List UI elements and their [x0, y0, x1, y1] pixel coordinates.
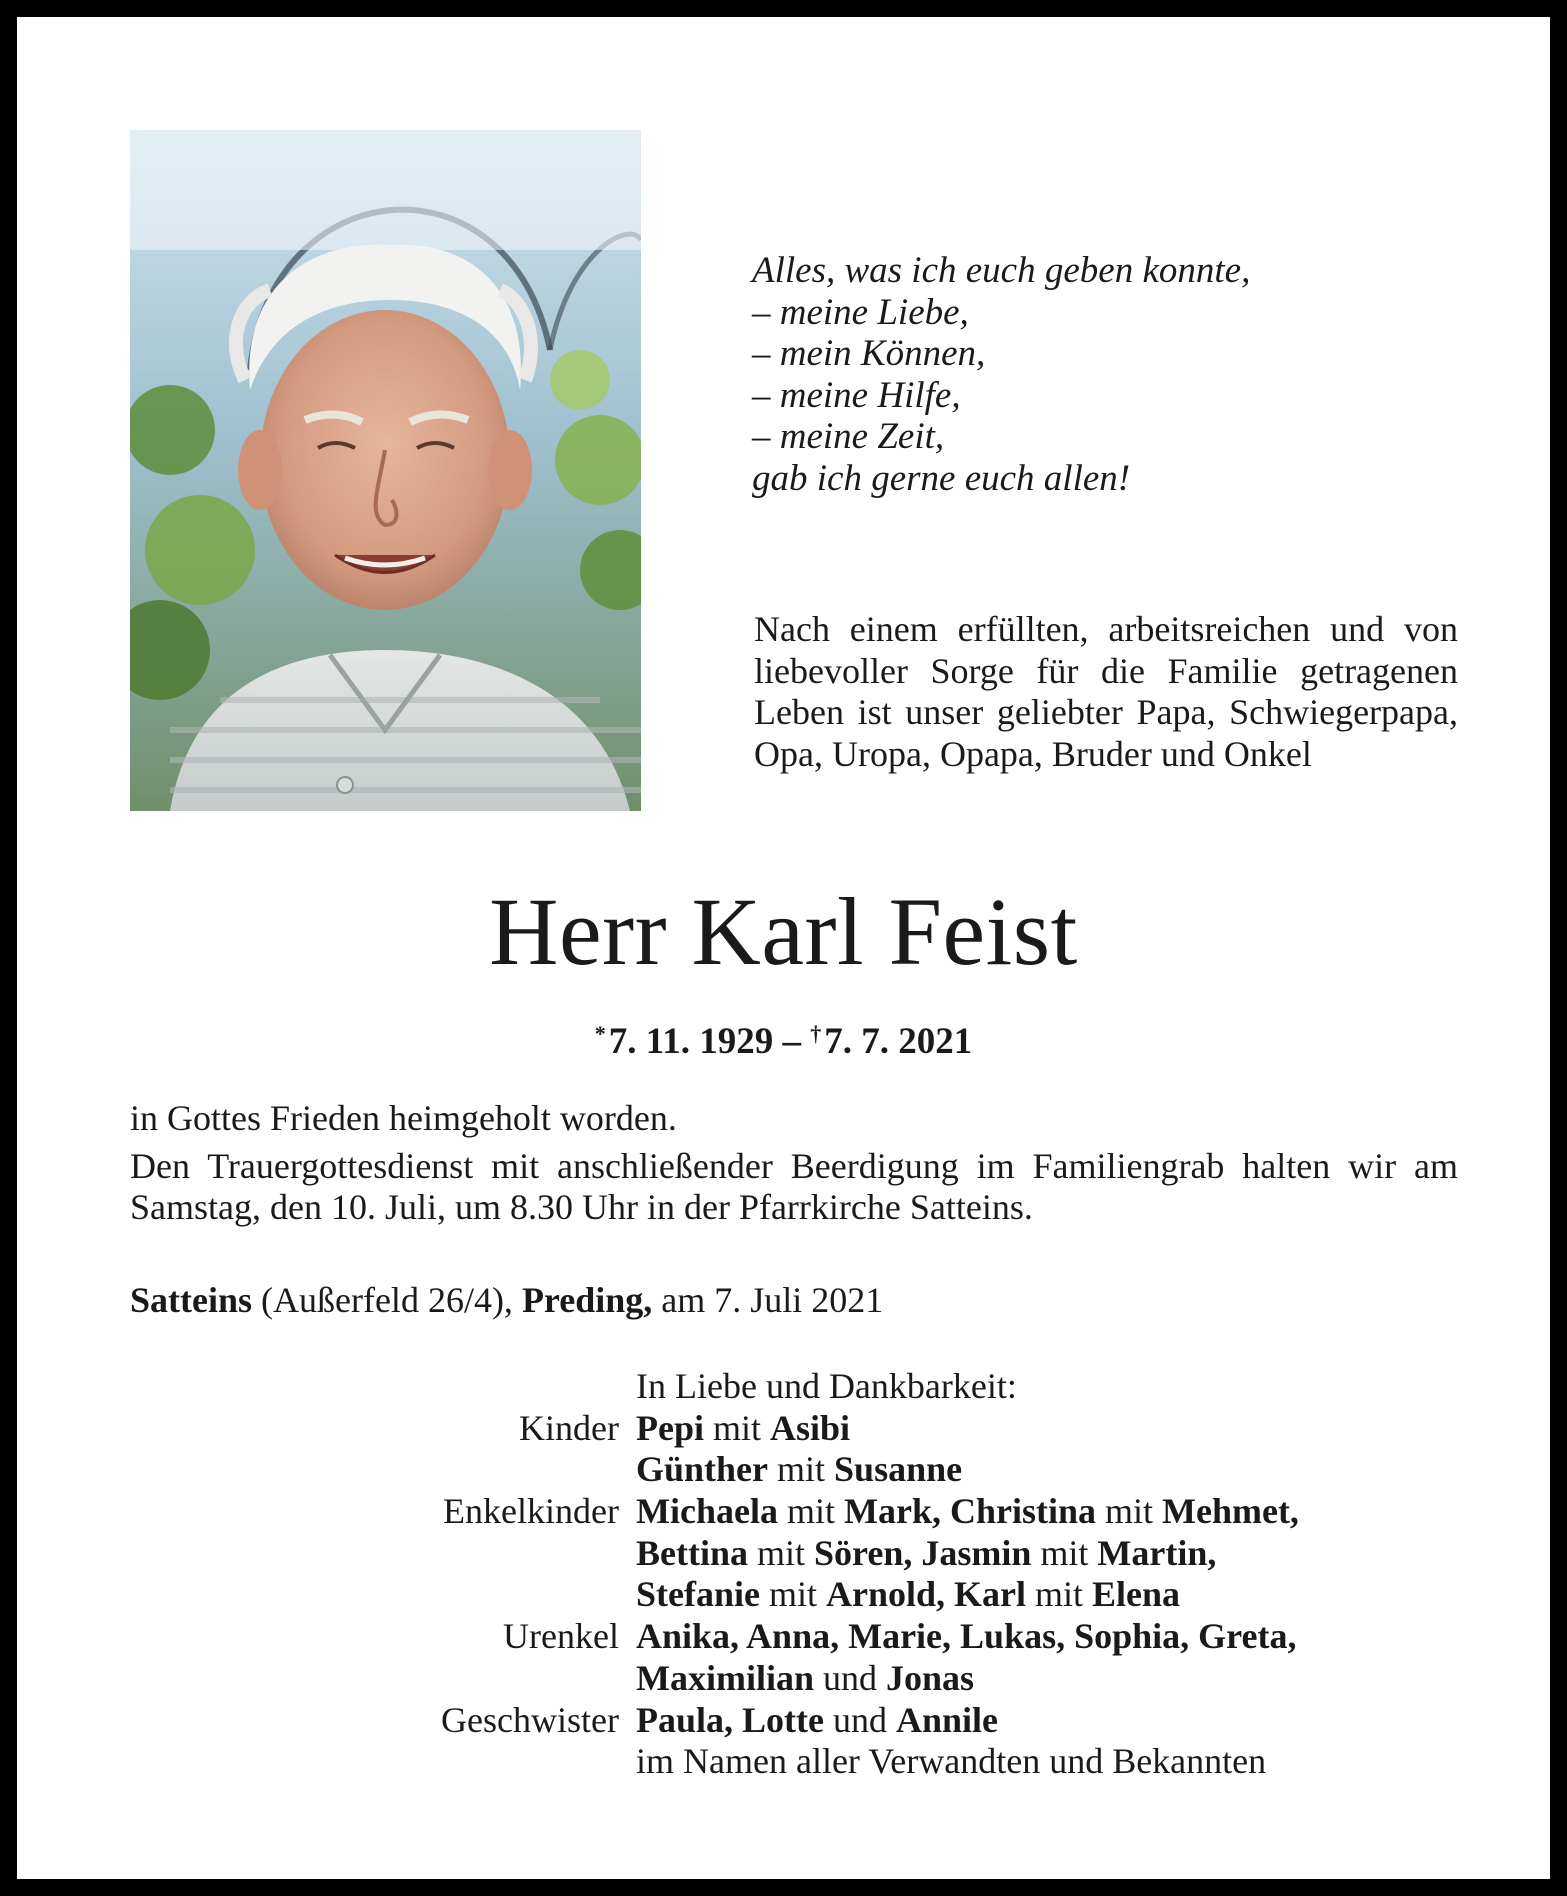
connector-text: mit: [1031, 1532, 1098, 1573]
mourner-names: [636, 1408, 850, 1450]
place-and-date: [130, 1278, 1458, 1322]
mourner-row: [17, 1408, 1550, 1450]
poem-line: gab ich gerne euch allen!: [752, 457, 1131, 499]
place-address: (Außerfeld 26/4),: [252, 1280, 522, 1320]
mourner-name: Arnold, Karl: [826, 1574, 1027, 1615]
poem-line: – mein Können,: [752, 333, 986, 374]
announcement-body: [130, 1098, 1458, 1229]
relation-label: Geschwister: [441, 1699, 619, 1740]
mourners-heading-row: [17, 1366, 1550, 1408]
connector-text: im Namen aller Verwandten und Bekannten: [636, 1741, 1267, 1782]
mourner-names: [636, 1616, 1296, 1658]
connector-text: mit: [759, 1574, 826, 1615]
poem-line: – meine Hilfe,: [752, 374, 961, 416]
connector-text: mit: [777, 1491, 844, 1532]
birth-date: 7. 11. 1929: [608, 1021, 774, 1062]
mourner-name: Annile: [895, 1699, 999, 1740]
place-town-2: Preding,: [521, 1280, 653, 1320]
poem-line: Alles, was ich euch geben konnte,: [752, 250, 1251, 291]
mourner-name: Mehmet,: [1162, 1491, 1299, 1532]
connector-text: mit: [704, 1407, 771, 1448]
mourner-name: Elena: [1092, 1574, 1181, 1615]
death-symbol: †: [810, 1021, 822, 1046]
mourner-names: [636, 1533, 1216, 1575]
mourner-name: Paula, Lotte: [636, 1699, 824, 1740]
mourner-row: [17, 1533, 1550, 1575]
mourner-name: Sören, Jasmin: [814, 1532, 1032, 1573]
mourner-name: Anika, Anna, Marie, Lukas, Sophia, Greta,: [636, 1616, 1297, 1657]
relation-label: Urenkel: [503, 1616, 619, 1657]
relation-label: Kinder: [519, 1407, 619, 1448]
connector-text: und: [823, 1699, 896, 1740]
homecoming-line: in Gottes Frieden heimgeholt worden.: [130, 1098, 677, 1138]
mourner-row: [17, 1616, 1550, 1658]
mourner-name: Mark, Christina: [843, 1491, 1096, 1532]
funeral-details: Den Trauergottesdienst mit anschließender Beerdigung im Familiengrab halten wir am Samstag, den 10. Juli, um 8.30 Uhr in der Pfarrkirche Satteins.: [130, 1145, 1458, 1227]
mourner-row: [17, 1658, 1550, 1700]
birth-symbol: *: [594, 1021, 606, 1046]
mourner-name: Michaela: [636, 1491, 778, 1532]
mourners-heading: In Liebe und Dankbarkeit:: [636, 1366, 1017, 1406]
connector-text: mit: [1026, 1574, 1093, 1615]
connector-text: mit: [1095, 1491, 1162, 1532]
mourner-name: Martin,: [1097, 1532, 1217, 1573]
mourner-name: Pepi: [636, 1407, 704, 1448]
mourner-name: Maximilian: [636, 1657, 814, 1698]
poem-line: – meine Zeit,: [752, 416, 945, 457]
death-date: 7. 7. 2021: [824, 1021, 973, 1062]
mourner-row: [17, 1449, 1550, 1491]
obituary-page: [17, 17, 1550, 1879]
mourner-name: Günther: [636, 1449, 769, 1490]
connector-text: und: [814, 1657, 886, 1698]
mourner-name: Bettina: [636, 1532, 748, 1573]
place-town-1: Satteins: [130, 1280, 253, 1320]
mourner-name: Jonas: [886, 1657, 975, 1698]
mourner-row: [17, 1491, 1550, 1533]
mourner-names: [636, 1700, 998, 1742]
mourner-row: [17, 1574, 1550, 1616]
intro-paragraph: Nach einem erfüllten, arbeitsreichen und von liebevoller Sorge für die Familie getragenen Leben ist unser geliebter Papa, Schwiegerpapa, Opa, Uropa, Opapa, Bruder und Onkel: [754, 609, 1458, 774]
poem-line: – meine Liebe,: [752, 291, 969, 333]
date-separator: –: [773, 1021, 811, 1062]
mourners-list: [17, 1366, 1550, 1783]
mourner-names: [636, 1574, 1180, 1616]
connector-text: mit: [748, 1532, 815, 1573]
mourner-name: Stefanie: [636, 1574, 760, 1615]
deceased-name: Herr Karl Feist: [489, 878, 1078, 985]
portrait-photo: [130, 130, 641, 811]
connector-text: mit: [768, 1449, 835, 1490]
mourner-names: [636, 1491, 1299, 1533]
mourner-names: [636, 1449, 962, 1491]
mourner-name: Asibi: [770, 1407, 851, 1448]
mourner-names: [636, 1658, 974, 1700]
place-date: am 7. Juli 2021: [652, 1280, 884, 1320]
mourner-names: [636, 1741, 1266, 1783]
mourner-row: [17, 1741, 1550, 1783]
mourner-name: Susanne: [834, 1449, 963, 1490]
portrait-illustration: [130, 130, 641, 811]
mourner-row: [17, 1700, 1550, 1742]
relation-label: Enkelkinder: [443, 1491, 619, 1532]
poem: [752, 250, 1452, 499]
life-dates: [17, 1012, 1550, 1064]
